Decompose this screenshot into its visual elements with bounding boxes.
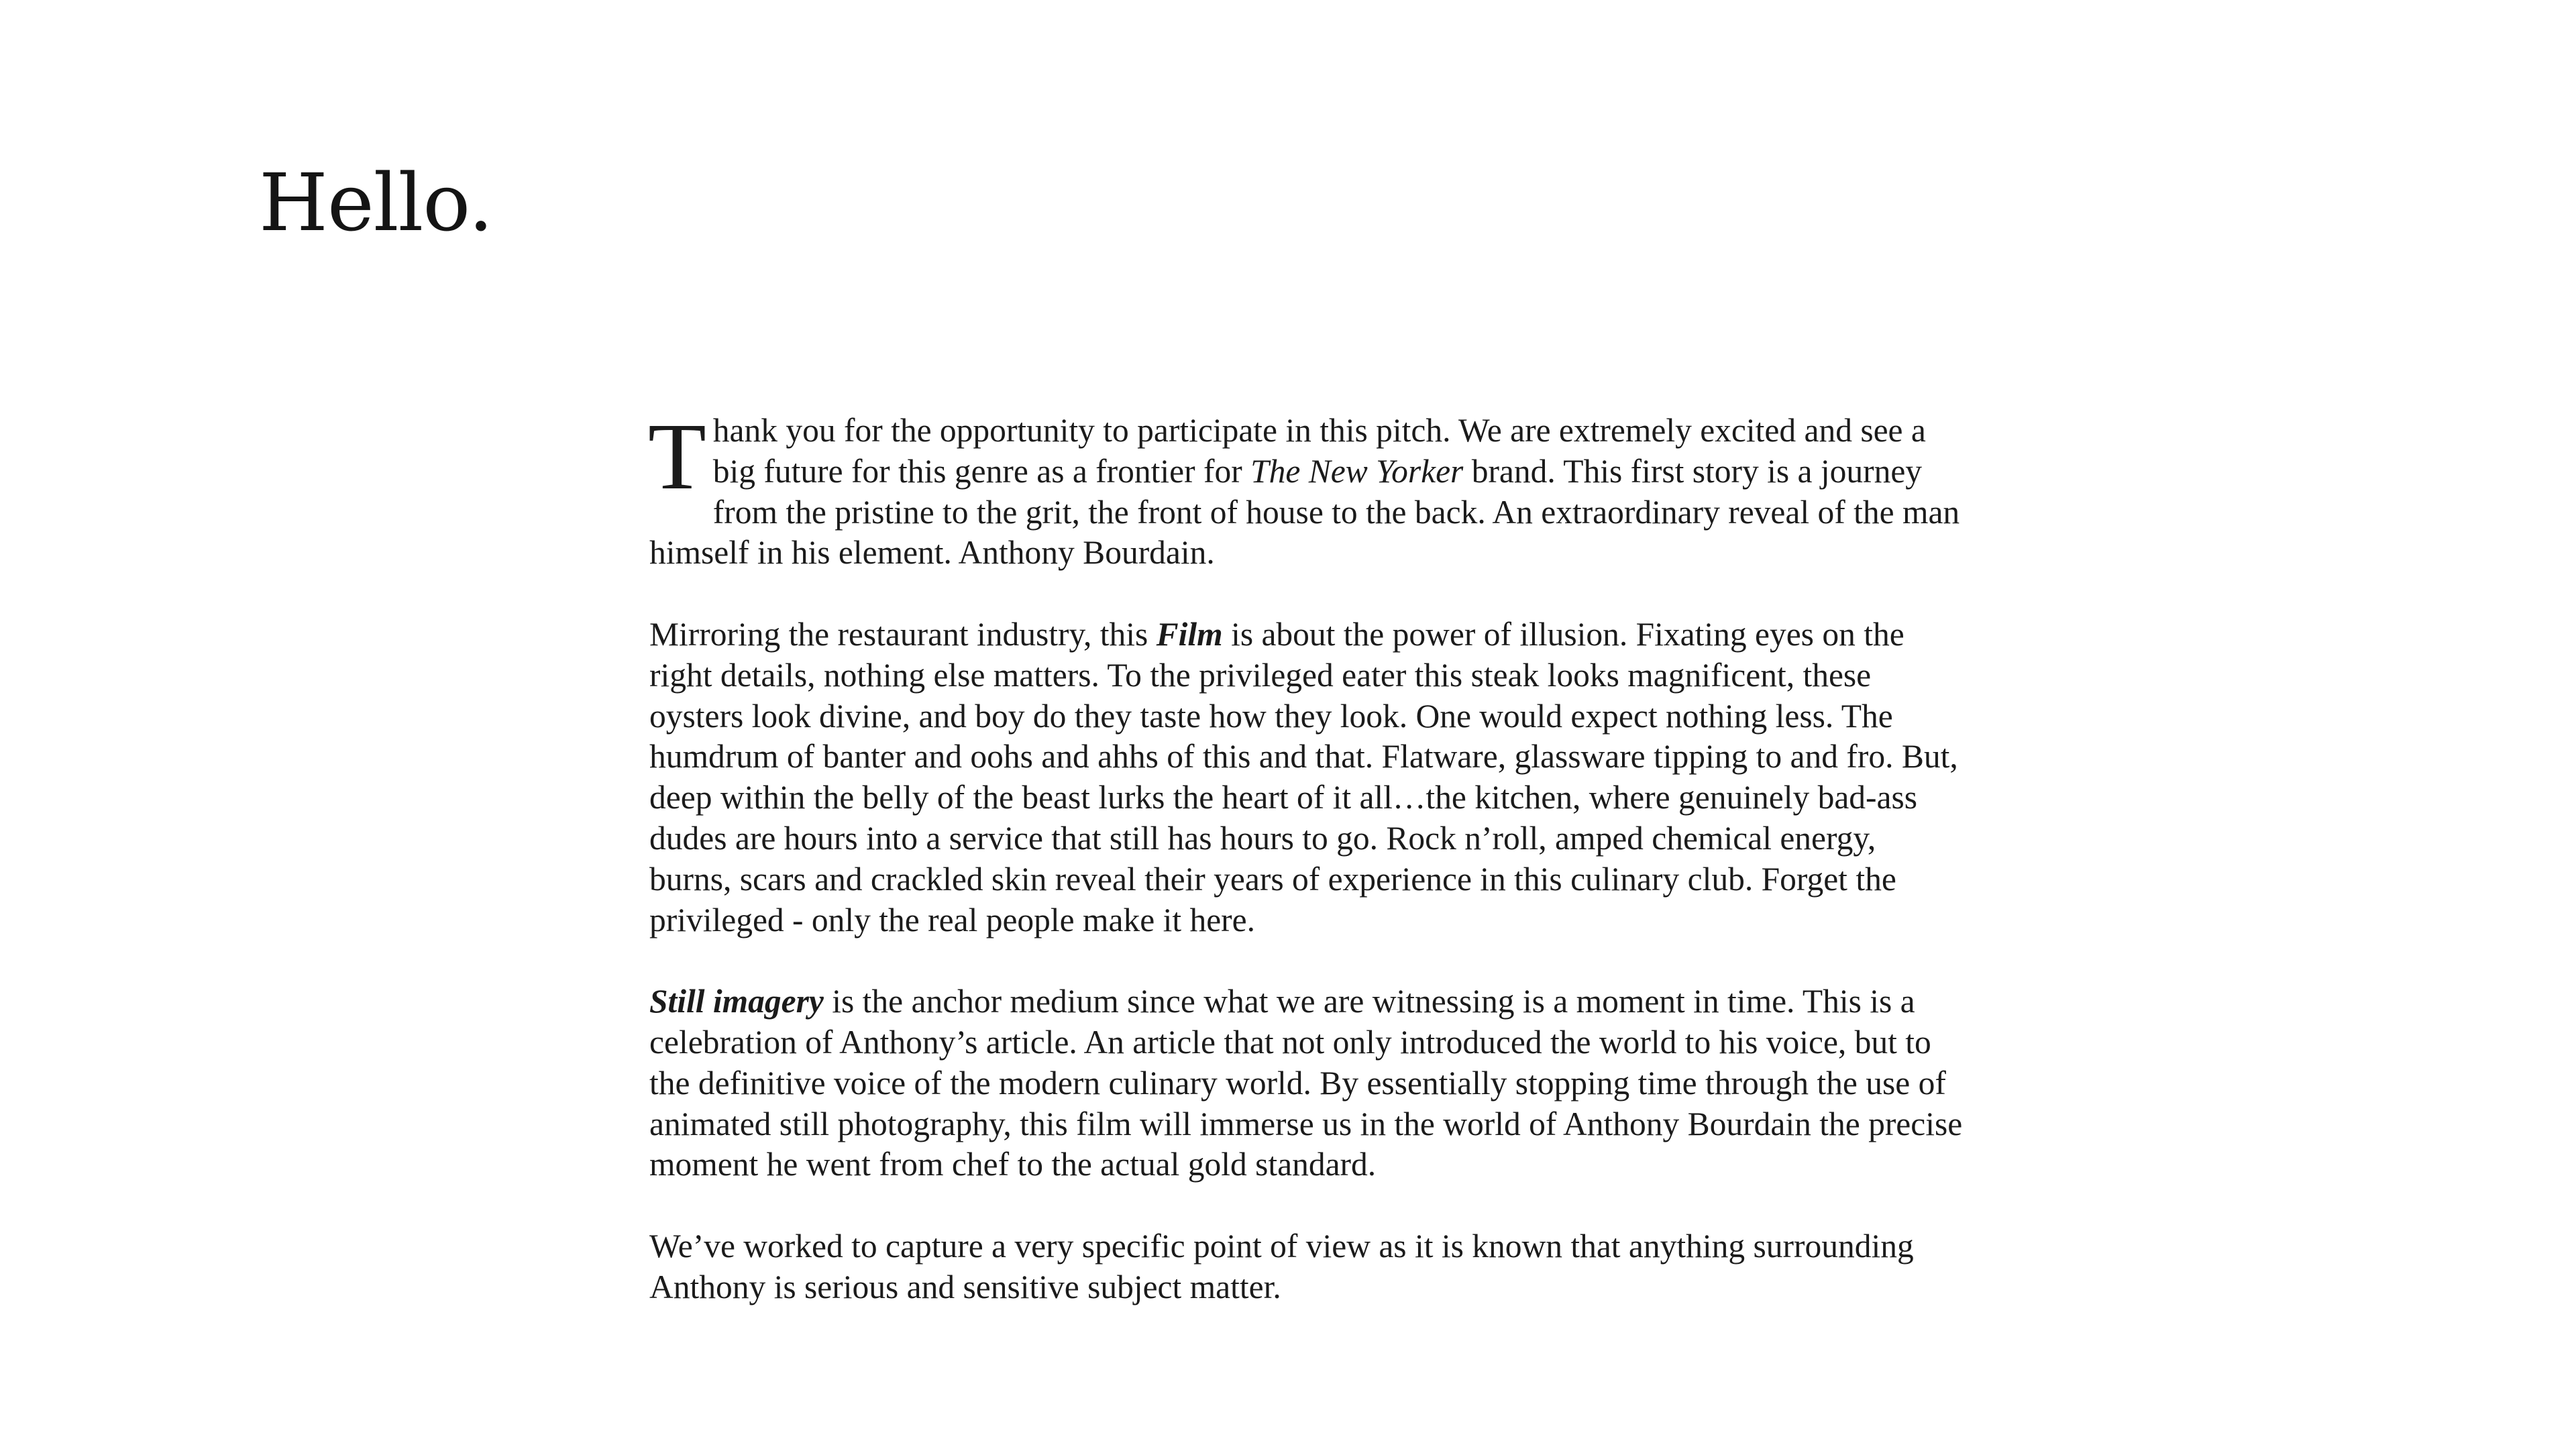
paragraph-intro-text-end: brand. This first story is a journey from the pristine to the grit, the front of house to the back. An extraordinary reveal of the man himself in his element. Anthony Bourdain. [649,452,1960,572]
paragraph-still-imagery [649,981,1964,1185]
paragraph-still-imagery-text: is the anchor medium since what we are witnessing is a moment in time. This is a celebration of Anthony’s article. An article that not only introduced the world to his voice, but to the definitive voice of the modern culinary world. By essentially stopping time through the use of animated still photography, this film will immerse us in the world of Anthony Bourdain the precise moment he went from chef to the actual gold standard. [649,983,1963,1183]
paragraph-intro-text-start: hank you for the opportunity to participate in this pitch. We are extremely excited and see a big future for this genre as a frontier for [712,412,1926,490]
film-emphasis: Film [1156,615,1223,653]
still-imagery-emphasis: Still imagery [649,983,824,1020]
paragraph-film-text-end: is about the power of illusion. Fixating eyes on the right details, nothing else matters. To the privileged eater this steak looks magnificent, these oysters look divine, and boy do they taste how they look. One would expect nothing less. The humdrum of banter and oohs and ahhs of this and that. Flatware, glassware tipping to and fro. But, deep within the belly of the beast lurks the heart of it all…the kitchen, where genuinely bad-ass dudes are hours into a service that still has hours to go. Rock n’roll, amped chemical energy, burns, scars and crackled skin reveal their years of experience in this culinary club. Forget the privileged - only the real people make it here. [649,615,1958,938]
publication-name: The New Yorker [1250,452,1464,490]
letter-body [648,403,1964,1308]
paragraph-film-text-start: Mirroring the restaurant industry, this [649,615,1157,653]
paragraph-film [649,614,1964,941]
page-title: Hello. [259,156,493,249]
drop-cap: T [648,403,706,509]
paragraph-point-of-view: We’ve worked to capture a very specific point of view as it is known that anything surrounding Anthony is serious and sensitive subject matter. [649,1227,1914,1305]
paragraph-intro [648,403,1964,574]
